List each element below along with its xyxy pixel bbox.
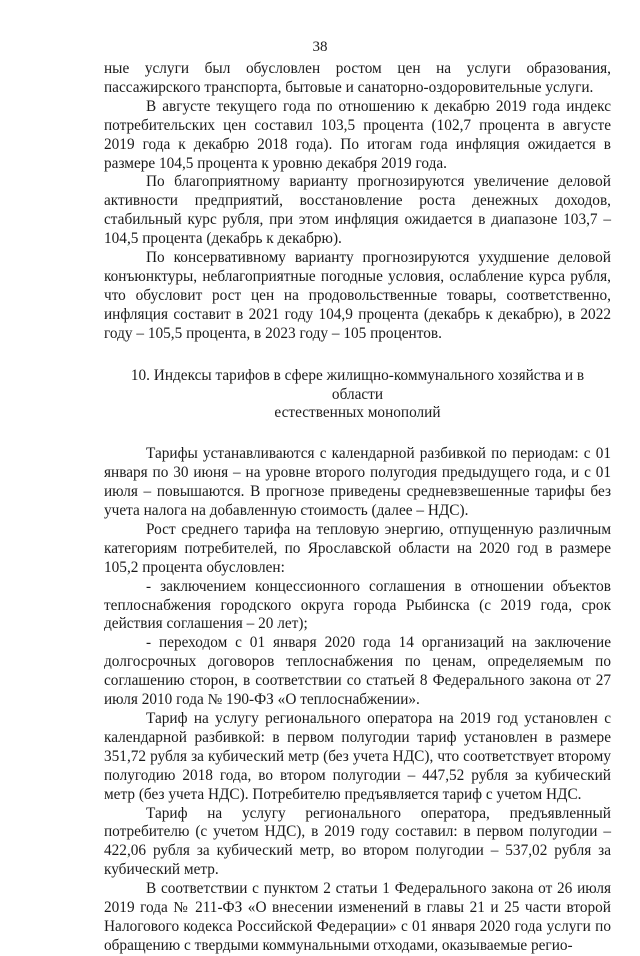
paragraph-consumer-tariff: Тариф на услугу регионального оператора, предъявленный потребителю (с учетом НДС), в 2019 году составил: в первом полугодии – 422,06 рубля за кубический метр, во втором полугодии – 537,02 рубля за кубический метр.	[104, 804, 611, 879]
document-body	[104, 60, 611, 956]
paragraph-conservative-scenario: По консервативному варианту прогнозируются ухудшение деловой конъюнктуры, неблагоприятные погодные условия, ослабление курса рубля, что обусловит рост цен на продовольственные товары, соответственно, инфляция составит в 2021 году 104,9 процента (декабрь к декабрю), в 2022 году – 105,5 процента, в 2023 году – 105 процентов.	[104, 249, 611, 342]
paragraph-tariffs-periods: Тарифы устанавливаются с календарной разбивкой по периодам: с 01 января по 30 июня – на уровне второго полугодия предыдущего года, и с 01 июля – повышаются. В прогнозе приведены средневзвешенные тарифы без учета налога на добавленную стоимость (далее – НДС).	[104, 445, 611, 520]
paragraph-regional-operator-tariff: Тариф на услугу регионального оператора на 2019 год установлен с календарной разбивкой: в первом полугодии тариф установлен в размере 351,72 рубля за кубический метр (без учета НДС), что соответствует второму полугодию 2018 года, во втором полугодии – 447,52 рубля за кубический метр (без учета НДС). Потребителю предъявляется тариф с учетом НДС.	[104, 710, 611, 803]
section-heading	[104, 367, 611, 424]
section-heading-line-2: естественных монополий	[274, 404, 441, 422]
paragraph-favorable-scenario: По благоприятному варианту прогнозируются увеличение деловой активности предприятий, восстановление роста денежных доходов, стабильный курс рубля, при этом инфляция ожидается в диапазоне 103,7 – 104,5 процента (декабрь к декабрю).	[104, 173, 611, 248]
paragraph-heat-tariff-growth: Рост среднего тарифа на тепловую энергию, отпущенную различным категориям потребителей, по Ярославской области на 2020 год в размере 105,2 процента обусловлен:	[104, 520, 611, 576]
page-number: 38	[312, 39, 328, 55]
section-heading-line-1: 10. Индексы тарифов в сфере жилищно-коммунального хозяйства и в области	[130, 366, 585, 403]
list-item-concession: - заключением концессионного соглашения в отношении объектов теплоснабжения городского округа города Рыбинска (с 2019 года, срок действия соглашения – 20 лет);	[104, 577, 611, 633]
paragraph-inflation-august: В августе текущего года по отношению к декабрю 2019 года индекс потребительских цен составил 103,5 процента (102,7 процента в августе 2019 года к декабрю 2018 года). По итогам года инфляция ожидается в размере 104,5 процента к уровню декабря 2019 года.	[104, 97, 611, 172]
paragraph-continuation: ные услуги был обусловлен ростом цен на услуги образования, пассажирского транспорта, бытовые и санаторно-оздоровительные услуги.	[104, 60, 611, 96]
paragraph-federal-law: В соответствии с пунктом 2 статьи 1 Федерального закона от 26 июля 2019 года № 211-ФЗ «О внесении изменений в главы 21 и 25 части второй Налогового кодекса Российской Федерации» с 01 января 2020 года услуги по обращению с твердыми коммунальными отходами, оказываемые регио-	[104, 880, 611, 954]
list-item-long-term-contracts: - переходом с 01 января 2020 года 14 организаций на заключение долгосрочных договоров теплоснабжения по ценам, определяемым по соглашению сторон, в соответствии со статьей 8 Федерального закона от 27 июля 2010 года № 190-ФЗ «О теплоснабжении».	[104, 634, 611, 709]
